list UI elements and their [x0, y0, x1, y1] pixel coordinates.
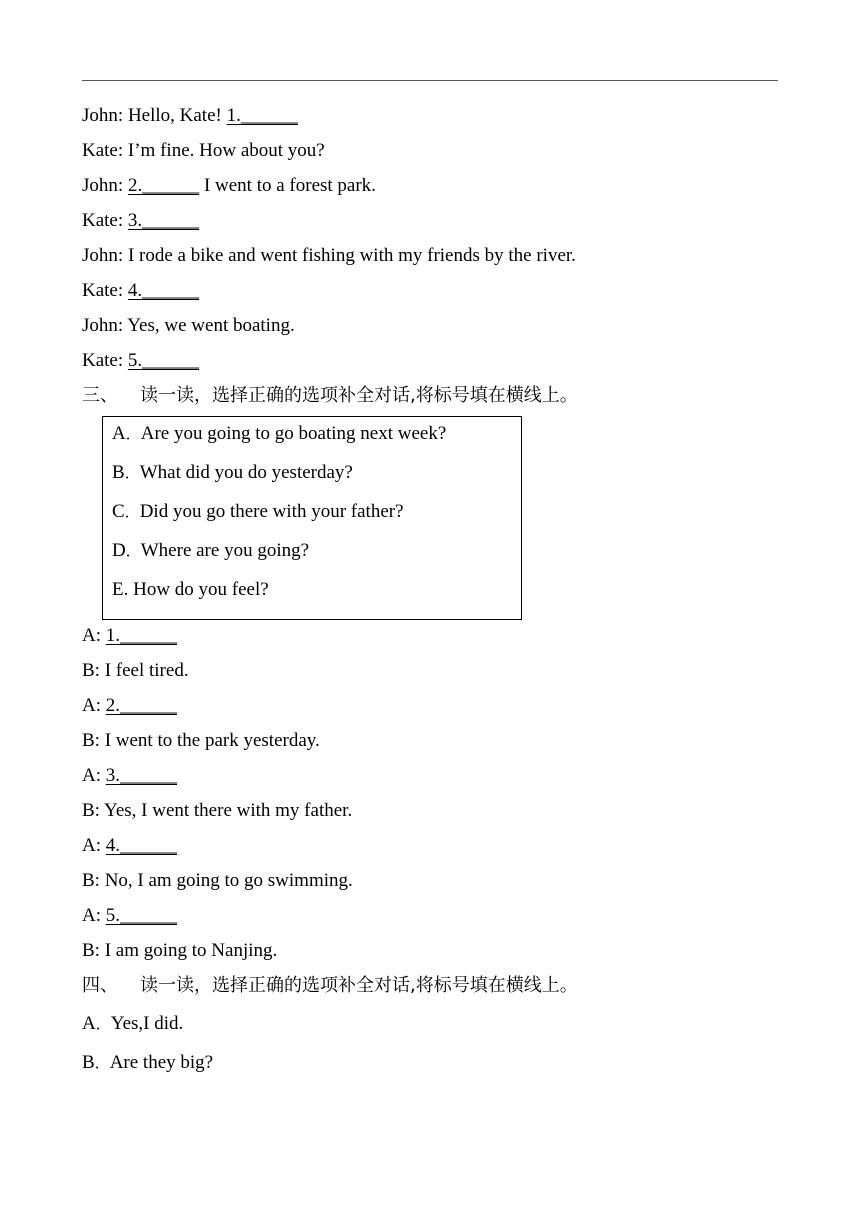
dialogue-line [82, 208, 782, 234]
option-text: How do you feel? [133, 579, 269, 600]
dialogue-line [82, 313, 782, 339]
answer-blank-4[interactable]: 4.______ [105, 835, 177, 856]
answer-blank-2[interactable]: 2.______ [127, 175, 200, 196]
speaker: Kate: [82, 210, 124, 231]
line-text: I feel tired. [104, 660, 189, 681]
option-a [112, 421, 513, 447]
dialogue-line [82, 728, 782, 754]
option-separator: ． [125, 425, 141, 443]
dialogue-line [82, 833, 782, 859]
line-text: Yes, we went boating. [127, 315, 295, 336]
speaker: John: [82, 245, 124, 266]
speaker: B: [82, 940, 100, 961]
speaker: A: [82, 765, 101, 786]
answer-blank-5[interactable]: 5.______ [105, 905, 177, 926]
option-d [112, 538, 513, 564]
section-3-heading [82, 383, 782, 409]
option-text: Where are you going? [140, 540, 310, 561]
option-b [112, 460, 513, 486]
line-text: I’m fine. How about you? [127, 140, 325, 161]
option-text: Did you go there with your father? [139, 501, 404, 522]
dialogue-line [82, 693, 782, 719]
line-text: I went to the park yesterday. [104, 730, 320, 751]
section-instruction: 读一读，选择正确的选项补全对话,将标号填在横线上。 [140, 385, 578, 406]
option-separator: ． [95, 1015, 111, 1033]
dialogue-line [82, 103, 782, 129]
dialogue-line [82, 623, 782, 649]
header-rule [82, 80, 778, 81]
dialogue-line [82, 348, 782, 374]
option-letter: A [112, 423, 126, 444]
line-text: Yes, I went there with my father. [104, 800, 353, 821]
section-number: 四、 [82, 975, 118, 996]
line-text: I went to a forest park. [203, 175, 376, 196]
dialogue-line [82, 798, 782, 824]
option-separator: ． [94, 1054, 110, 1072]
option-text: What did you do yesterday? [139, 462, 353, 483]
speaker: A: [82, 625, 101, 646]
option-letter: E. [112, 579, 129, 600]
option-text: Yes,I did. [110, 1013, 184, 1034]
option-separator: ． [124, 464, 140, 482]
speaker: Kate: [82, 140, 124, 161]
dialogue-line [82, 658, 782, 684]
section-4-heading [82, 973, 782, 999]
speaker: John: [82, 105, 124, 126]
section-number: 三、 [82, 385, 118, 406]
option-letter: C [112, 501, 125, 522]
speaker: A: [82, 905, 101, 926]
speaker: John: [82, 315, 124, 336]
speaker: A: [82, 695, 101, 716]
section-instruction: 读一读，选择正确的选项补全对话,将标号填在横线上。 [140, 975, 578, 996]
answer-blank-1[interactable]: 1.______ [105, 625, 177, 646]
option-letter: A [82, 1013, 96, 1034]
dialogue-line [82, 138, 782, 164]
option-e [112, 577, 513, 603]
option-a [82, 1011, 782, 1037]
answer-blank-1[interactable]: 1.______ [226, 105, 298, 126]
speaker: B: [82, 800, 100, 821]
speaker: B: [82, 660, 100, 681]
dialogue-line [82, 903, 782, 929]
answer-blank-5[interactable]: 5.______ [127, 350, 200, 371]
answer-blank-2[interactable]: 2.______ [105, 695, 177, 716]
line-text: No, I am going to go swimming. [104, 870, 353, 891]
option-text: Are you going to go boating next week? [140, 423, 447, 444]
option-text: Are they big? [109, 1052, 214, 1073]
speaker: Kate: [82, 350, 124, 371]
dialogue-line [82, 763, 782, 789]
option-letter: B [112, 462, 125, 483]
answer-blank-3[interactable]: 3.______ [105, 765, 177, 786]
speaker: B: [82, 870, 100, 891]
option-c [112, 499, 513, 525]
option-letter: D [112, 540, 126, 561]
line-text: Hello, Kate! [127, 105, 222, 126]
line-text: I rode a bike and went fishing with my friends by the river. [127, 245, 576, 266]
answer-blank-3[interactable]: 3.______ [127, 210, 200, 231]
line-text: I am going to Nanjing. [104, 940, 278, 961]
option-separator: ． [125, 542, 141, 560]
speaker: A: [82, 835, 101, 856]
speaker: B: [82, 730, 100, 751]
speaker: John: [82, 175, 124, 196]
options-box [102, 416, 522, 620]
dialogue-line [82, 938, 782, 964]
dialogue-line [82, 278, 782, 304]
answer-blank-4[interactable]: 4.______ [127, 280, 200, 301]
dialogue-line [82, 868, 782, 894]
speaker: Kate: [82, 280, 124, 301]
dialogue-line [82, 243, 782, 269]
option-separator: ． [124, 503, 140, 521]
option-letter: B [82, 1052, 95, 1073]
option-b [82, 1050, 782, 1076]
dialogue-line [82, 173, 782, 199]
worksheet-page [82, 103, 782, 1089]
